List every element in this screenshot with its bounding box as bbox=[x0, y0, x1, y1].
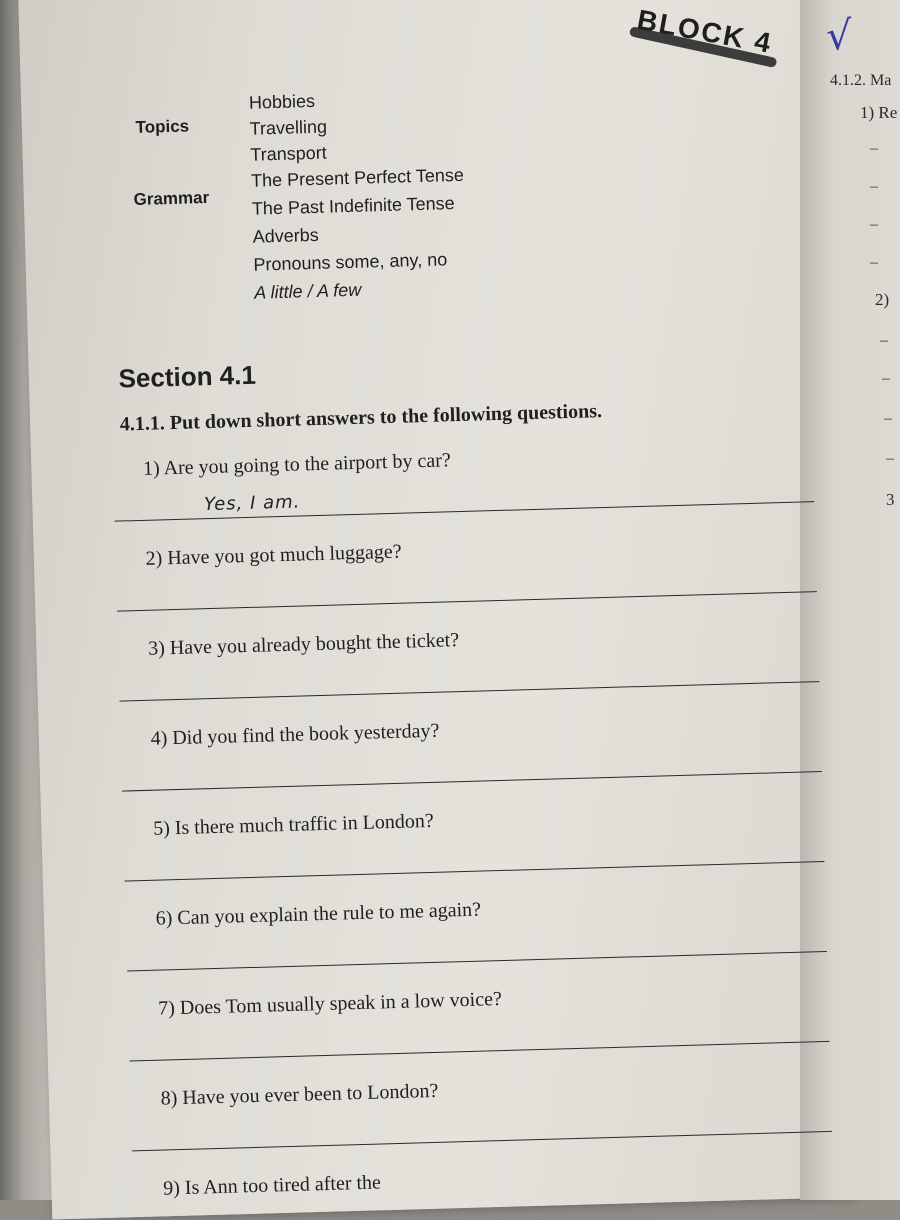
answer-line[interactable] bbox=[120, 681, 820, 702]
right-dash: – bbox=[882, 370, 890, 387]
right-page-heading: 4.1.2. Ma bbox=[830, 72, 892, 89]
right-dash: – bbox=[886, 450, 894, 467]
answer-line[interactable] bbox=[117, 591, 817, 612]
question-row bbox=[160, 1070, 800, 1111]
question-row bbox=[148, 620, 788, 661]
question-text: 1) Are you going to the airport by car? bbox=[142, 449, 451, 480]
question-text: 4) Did you find the book yesterday? bbox=[150, 719, 440, 750]
question-text: 6) Can you explain the rule to me again? bbox=[155, 898, 482, 930]
question-row bbox=[150, 710, 790, 751]
exercise-title: 4.1.1. Put down short answers to the following questions. bbox=[119, 400, 603, 436]
question-text: 3) Have you already bought the ticket? bbox=[147, 629, 460, 660]
page-content bbox=[60, 0, 853, 1200]
right-page-item-1: 1) Re bbox=[860, 103, 898, 122]
right-dash: – bbox=[870, 216, 878, 233]
question-text: 9) Is Ann too tired after the bbox=[162, 1171, 382, 1200]
answer-line[interactable] bbox=[122, 771, 822, 792]
question-text: 2) Have you got much luggage? bbox=[145, 540, 402, 570]
question-text: 8) Have you ever been to London? bbox=[160, 1079, 439, 1110]
topic-item: Transport bbox=[250, 142, 328, 165]
section-title: Section 4.1 bbox=[118, 359, 257, 394]
handwritten-answer[interactable]: Yes, I am. bbox=[203, 491, 301, 516]
grammar-item: Adverbs bbox=[252, 224, 319, 247]
answer-line[interactable] bbox=[125, 861, 825, 882]
topics-label: Topics bbox=[135, 116, 190, 137]
right-page-item-2: 2) bbox=[875, 290, 890, 309]
question-text: 5) Is there much traffic in London? bbox=[152, 809, 435, 840]
question-row bbox=[142, 440, 783, 516]
question-row bbox=[153, 800, 793, 841]
right-dash: – bbox=[880, 332, 888, 349]
right-page-item-3: 3 bbox=[886, 490, 895, 509]
question-row bbox=[145, 530, 785, 571]
grammar-label: Grammar bbox=[133, 187, 210, 210]
right-dash: – bbox=[870, 140, 878, 157]
grammar-item: A little / A few bbox=[253, 279, 362, 303]
topic-item: Travelling bbox=[249, 116, 328, 139]
grammar-item: The Present Perfect Tense bbox=[250, 164, 465, 191]
question-row bbox=[158, 980, 798, 1021]
question-text: 7) Does Tom usually speak in a low voice? bbox=[157, 988, 503, 1020]
right-dash: – bbox=[870, 254, 878, 271]
answer-line[interactable] bbox=[127, 951, 827, 972]
block-title: BLOCK 4 bbox=[634, 3, 775, 60]
grammar-item: The Past Indefinite Tense bbox=[251, 193, 455, 219]
right-dash: – bbox=[870, 178, 878, 195]
right-dash: – bbox=[884, 410, 892, 427]
answer-line[interactable] bbox=[132, 1131, 832, 1152]
topic-item: Hobbies bbox=[248, 90, 316, 113]
question-row bbox=[155, 890, 795, 931]
grammar-item: Pronouns some, any, no bbox=[253, 249, 448, 275]
check-mark-icon: √ bbox=[825, 12, 853, 60]
answer-line[interactable] bbox=[130, 1041, 830, 1062]
